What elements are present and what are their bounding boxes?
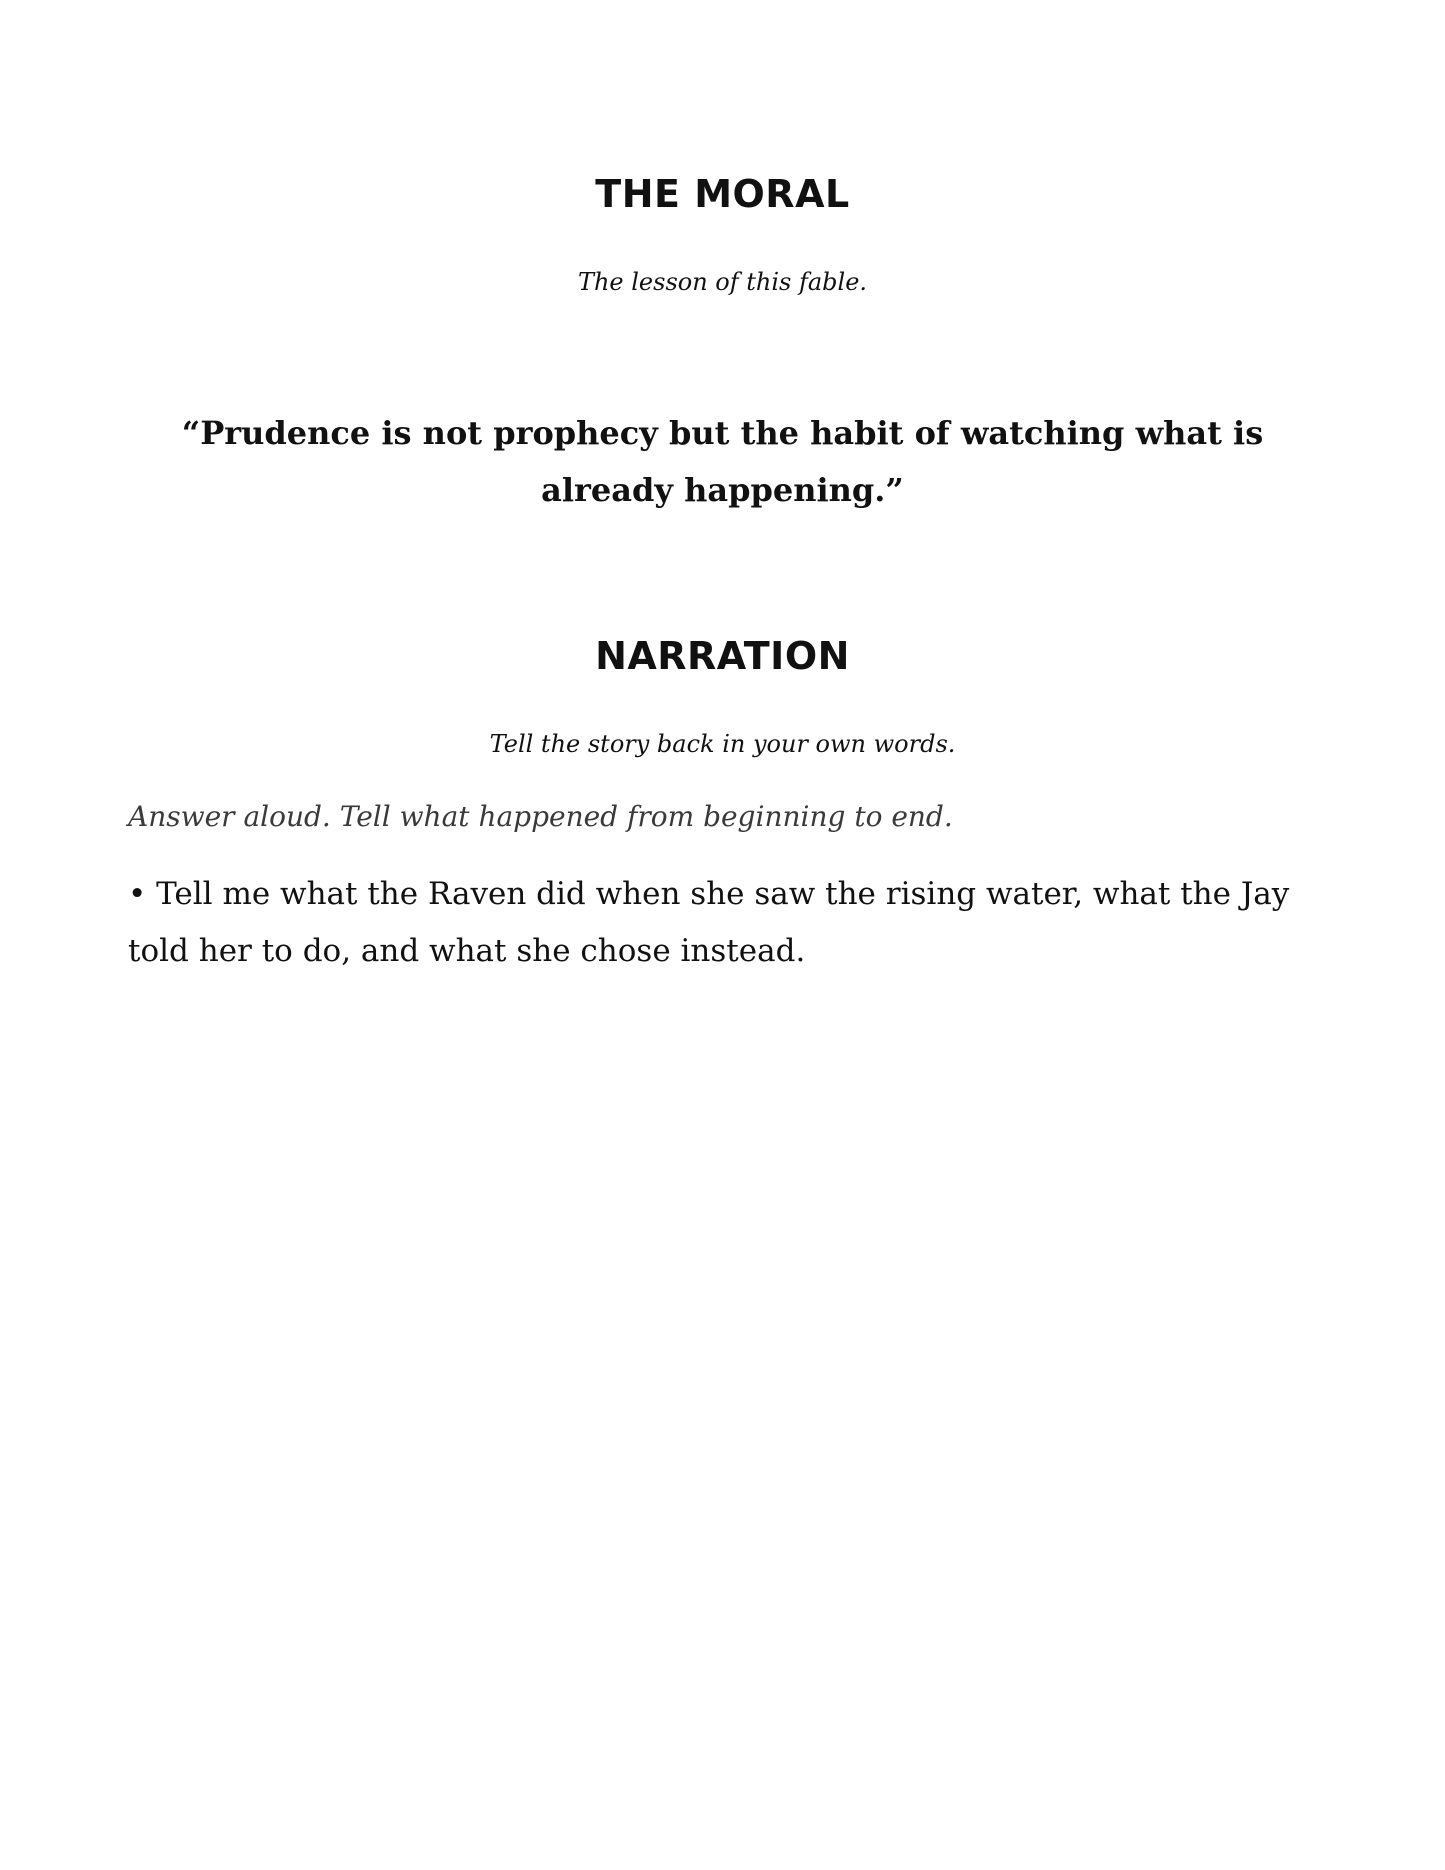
narration-subtitle: Tell the story back in your own words.: [489, 730, 956, 758]
narration-instruction: Answer aloud. Tell what happened from beginning to end.: [128, 800, 953, 833]
moral-subtitle: The lesson of this fable.: [577, 268, 868, 296]
narration-heading: NARRATION: [595, 634, 850, 678]
narration-prompt: • Tell me what the Raven did when she saw the rising water, what the Jay told her to do, and what she chose instead.: [128, 876, 1290, 969]
moral-heading: THE MORAL: [595, 172, 850, 216]
moral-quote: “Prudence is not prophecy but the habit of watching what is already happening.”: [181, 414, 1264, 509]
